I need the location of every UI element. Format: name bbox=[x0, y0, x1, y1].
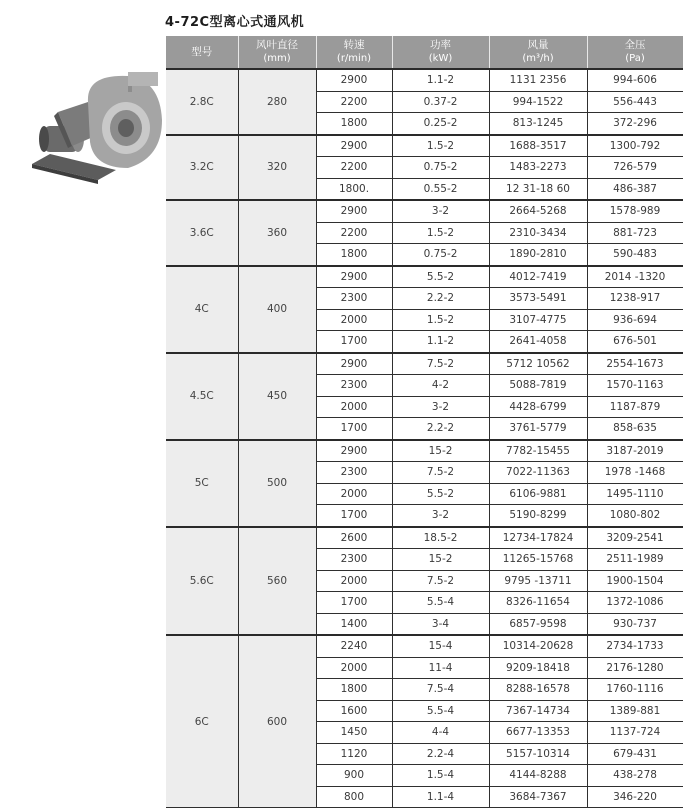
flow-cell: 1131 2356 bbox=[489, 69, 587, 91]
diameter-cell: 500 bbox=[238, 440, 316, 527]
pressure-cell: 881-723 bbox=[587, 222, 683, 244]
flow-cell: 11265-15768 bbox=[489, 549, 587, 571]
flow-cell: 10314-20628 bbox=[489, 635, 587, 657]
model-cell: 6C bbox=[166, 635, 238, 808]
model-cell: 5C bbox=[166, 440, 238, 527]
pressure-cell: 1238-917 bbox=[587, 288, 683, 310]
power-cell: 15-2 bbox=[392, 549, 489, 571]
speed-cell: 2000 bbox=[316, 570, 392, 592]
pressure-cell: 2554-1673 bbox=[587, 353, 683, 375]
flow-cell: 2664-5268 bbox=[489, 200, 587, 222]
power-cell: 0.75-2 bbox=[392, 244, 489, 266]
pressure-cell: 372-296 bbox=[587, 113, 683, 135]
pressure-cell: 1978 -1468 bbox=[587, 462, 683, 484]
speed-cell: 2000 bbox=[316, 483, 392, 505]
header-pressure: 全压 (Pa) bbox=[587, 36, 683, 69]
power-cell: 1.5-2 bbox=[392, 222, 489, 244]
speed-cell: 2900 bbox=[316, 200, 392, 222]
flow-cell: 12 31-18 60 bbox=[489, 178, 587, 200]
flow-cell: 5088-7819 bbox=[489, 375, 587, 397]
speed-cell: 2300 bbox=[316, 288, 392, 310]
pressure-cell: 2511-1989 bbox=[587, 549, 683, 571]
pressure-cell: 1372-1086 bbox=[587, 592, 683, 614]
pressure-cell: 3187-2019 bbox=[587, 440, 683, 462]
speed-cell: 1700 bbox=[316, 418, 392, 440]
diameter-cell: 450 bbox=[238, 353, 316, 440]
flow-cell: 5157-10314 bbox=[489, 743, 587, 765]
diameter-cell: 360 bbox=[238, 200, 316, 266]
flow-cell: 3107-4775 bbox=[489, 309, 587, 331]
pressure-cell: 3209-2541 bbox=[587, 527, 683, 549]
speed-cell: 1800 bbox=[316, 679, 392, 701]
speed-cell: 1700 bbox=[316, 331, 392, 353]
speed-cell: 2000 bbox=[316, 309, 392, 331]
flow-cell: 994-1522 bbox=[489, 91, 587, 113]
flow-cell: 3761-5779 bbox=[489, 418, 587, 440]
power-cell: 5.5-4 bbox=[392, 700, 489, 722]
power-cell: 11-4 bbox=[392, 657, 489, 679]
power-cell: 1.1-4 bbox=[392, 786, 489, 808]
power-cell: 7.5-2 bbox=[392, 353, 489, 375]
model-cell: 2.8C bbox=[166, 69, 238, 135]
power-cell: 5.5-4 bbox=[392, 592, 489, 614]
flow-cell: 12734-17824 bbox=[489, 527, 587, 549]
power-cell: 3-2 bbox=[392, 396, 489, 418]
pressure-cell: 486-387 bbox=[587, 178, 683, 200]
power-cell: 3-2 bbox=[392, 505, 489, 527]
flow-cell: 813-1245 bbox=[489, 113, 587, 135]
centrifugal-fan-image bbox=[28, 72, 166, 190]
speed-cell: 2900 bbox=[316, 135, 392, 157]
speed-cell: 2300 bbox=[316, 375, 392, 397]
pressure-cell: 438-278 bbox=[587, 765, 683, 787]
pressure-cell: 1900-1504 bbox=[587, 570, 683, 592]
flow-cell: 1483-2273 bbox=[489, 157, 587, 179]
pressure-cell: 994-606 bbox=[587, 69, 683, 91]
power-cell: 4-2 bbox=[392, 375, 489, 397]
table-row bbox=[166, 266, 683, 288]
table-row bbox=[166, 69, 683, 91]
flow-cell: 6106-9881 bbox=[489, 483, 587, 505]
pressure-cell: 1300-792 bbox=[587, 135, 683, 157]
power-cell: 0.25-2 bbox=[392, 113, 489, 135]
diameter-cell: 280 bbox=[238, 69, 316, 135]
pressure-cell: 1187-879 bbox=[587, 396, 683, 418]
pressure-cell: 1495-1110 bbox=[587, 483, 683, 505]
power-cell: 3-2 bbox=[392, 200, 489, 222]
pressure-cell: 2176-1280 bbox=[587, 657, 683, 679]
speed-cell: 2000 bbox=[316, 657, 392, 679]
pressure-cell: 346-220 bbox=[587, 786, 683, 808]
power-cell: 1.5-2 bbox=[392, 135, 489, 157]
power-cell: 5.5-2 bbox=[392, 483, 489, 505]
spec-table bbox=[166, 36, 683, 808]
speed-cell: 2240 bbox=[316, 635, 392, 657]
speed-cell: 2900 bbox=[316, 353, 392, 375]
power-cell: 0.37-2 bbox=[392, 91, 489, 113]
header-speed: 转速 (r/min) bbox=[316, 36, 392, 69]
power-cell: 1.1-2 bbox=[392, 331, 489, 353]
flow-cell: 4428-6799 bbox=[489, 396, 587, 418]
table-row bbox=[166, 440, 683, 462]
speed-cell: 1800 bbox=[316, 244, 392, 266]
flow-cell: 5190-8299 bbox=[489, 505, 587, 527]
speed-cell: 2200 bbox=[316, 222, 392, 244]
pressure-cell: 2734-1733 bbox=[587, 635, 683, 657]
header-diameter: 风叶直径 (mm) bbox=[238, 36, 316, 69]
spec-table-body bbox=[166, 69, 683, 808]
speed-cell: 2900 bbox=[316, 69, 392, 91]
speed-cell: 1450 bbox=[316, 722, 392, 744]
power-cell: 1.1-2 bbox=[392, 69, 489, 91]
speed-cell: 2300 bbox=[316, 462, 392, 484]
power-cell: 7.5-2 bbox=[392, 462, 489, 484]
power-cell: 7.5-2 bbox=[392, 570, 489, 592]
header-row bbox=[166, 36, 683, 69]
model-cell: 3.2C bbox=[166, 135, 238, 201]
speed-cell: 1120 bbox=[316, 743, 392, 765]
power-cell: 4-4 bbox=[392, 722, 489, 744]
flow-cell: 8326-11654 bbox=[489, 592, 587, 614]
speed-cell: 2600 bbox=[316, 527, 392, 549]
speed-cell: 1400 bbox=[316, 613, 392, 635]
pressure-cell: 2014 -1320 bbox=[587, 266, 683, 288]
pressure-cell: 676-501 bbox=[587, 331, 683, 353]
power-cell: 2.2-2 bbox=[392, 288, 489, 310]
pressure-cell: 1570-1163 bbox=[587, 375, 683, 397]
table-row bbox=[166, 527, 683, 549]
pressure-cell: 858-635 bbox=[587, 418, 683, 440]
pressure-cell: 1389-881 bbox=[587, 700, 683, 722]
pressure-cell: 679-431 bbox=[587, 743, 683, 765]
speed-cell: 1800 bbox=[316, 113, 392, 135]
header-power: 功率 (kW) bbox=[392, 36, 489, 69]
speed-cell: 800 bbox=[316, 786, 392, 808]
flow-cell: 6677-13353 bbox=[489, 722, 587, 744]
pressure-cell: 1137-724 bbox=[587, 722, 683, 744]
speed-cell: 2200 bbox=[316, 91, 392, 113]
flow-cell: 9209-18418 bbox=[489, 657, 587, 679]
page-title: 4-72C型离心式通风机 bbox=[165, 15, 305, 30]
pressure-cell: 1080-802 bbox=[587, 505, 683, 527]
speed-cell: 1700 bbox=[316, 592, 392, 614]
pressure-cell: 556-443 bbox=[587, 91, 683, 113]
pressure-cell: 1760-1116 bbox=[587, 679, 683, 701]
speed-cell: 2300 bbox=[316, 549, 392, 571]
diameter-cell: 560 bbox=[238, 527, 316, 636]
flow-cell: 3573-5491 bbox=[489, 288, 587, 310]
flow-cell: 4012-7419 bbox=[489, 266, 587, 288]
pressure-cell: 1578-989 bbox=[587, 200, 683, 222]
model-cell: 4.5C bbox=[166, 353, 238, 440]
power-cell: 18.5-2 bbox=[392, 527, 489, 549]
model-cell: 4C bbox=[166, 266, 238, 353]
diameter-cell: 600 bbox=[238, 635, 316, 808]
speed-cell: 2900 bbox=[316, 440, 392, 462]
flow-cell: 7022-11363 bbox=[489, 462, 587, 484]
table-row bbox=[166, 135, 683, 157]
header-model: 型号 bbox=[166, 36, 238, 69]
speed-cell: 2900 bbox=[316, 266, 392, 288]
speed-cell: 1600 bbox=[316, 700, 392, 722]
diameter-cell: 400 bbox=[238, 266, 316, 353]
flow-cell: 1890-2810 bbox=[489, 244, 587, 266]
flow-cell: 3684-7367 bbox=[489, 786, 587, 808]
speed-cell: 2000 bbox=[316, 396, 392, 418]
power-cell: 3-4 bbox=[392, 613, 489, 635]
power-cell: 15-2 bbox=[392, 440, 489, 462]
power-cell: 5.5-2 bbox=[392, 266, 489, 288]
flow-cell: 8288-16578 bbox=[489, 679, 587, 701]
flow-cell: 2310-3434 bbox=[489, 222, 587, 244]
flow-cell: 9795 -13711 bbox=[489, 570, 587, 592]
speed-cell: 2200 bbox=[316, 157, 392, 179]
table-row bbox=[166, 353, 683, 375]
model-cell: 3.6C bbox=[166, 200, 238, 266]
flow-cell: 2641-4058 bbox=[489, 331, 587, 353]
power-cell: 0.55-2 bbox=[392, 178, 489, 200]
speed-cell: 900 bbox=[316, 765, 392, 787]
flow-cell: 1688-3517 bbox=[489, 135, 587, 157]
power-cell: 7.5-4 bbox=[392, 679, 489, 701]
power-cell: 1.5-4 bbox=[392, 765, 489, 787]
model-cell: 5.6C bbox=[166, 527, 238, 636]
header-flow: 风量 (m³/h) bbox=[489, 36, 587, 69]
pressure-cell: 726-579 bbox=[587, 157, 683, 179]
table-row bbox=[166, 635, 683, 657]
power-cell: 2.2-2 bbox=[392, 418, 489, 440]
pressure-cell: 936-694 bbox=[587, 309, 683, 331]
flow-cell: 7782-15455 bbox=[489, 440, 587, 462]
flow-cell: 7367-14734 bbox=[489, 700, 587, 722]
flow-cell: 6857-9598 bbox=[489, 613, 587, 635]
speed-cell: 1800. bbox=[316, 178, 392, 200]
power-cell: 15-4 bbox=[392, 635, 489, 657]
power-cell: 1.5-2 bbox=[392, 309, 489, 331]
power-cell: 0.75-2 bbox=[392, 157, 489, 179]
flow-cell: 4144-8288 bbox=[489, 765, 587, 787]
pressure-cell: 590-483 bbox=[587, 244, 683, 266]
diameter-cell: 320 bbox=[238, 135, 316, 201]
flow-cell: 5712 10562 bbox=[489, 353, 587, 375]
power-cell: 2.2-4 bbox=[392, 743, 489, 765]
pressure-cell: 930-737 bbox=[587, 613, 683, 635]
speed-cell: 1700 bbox=[316, 505, 392, 527]
table-row bbox=[166, 200, 683, 222]
